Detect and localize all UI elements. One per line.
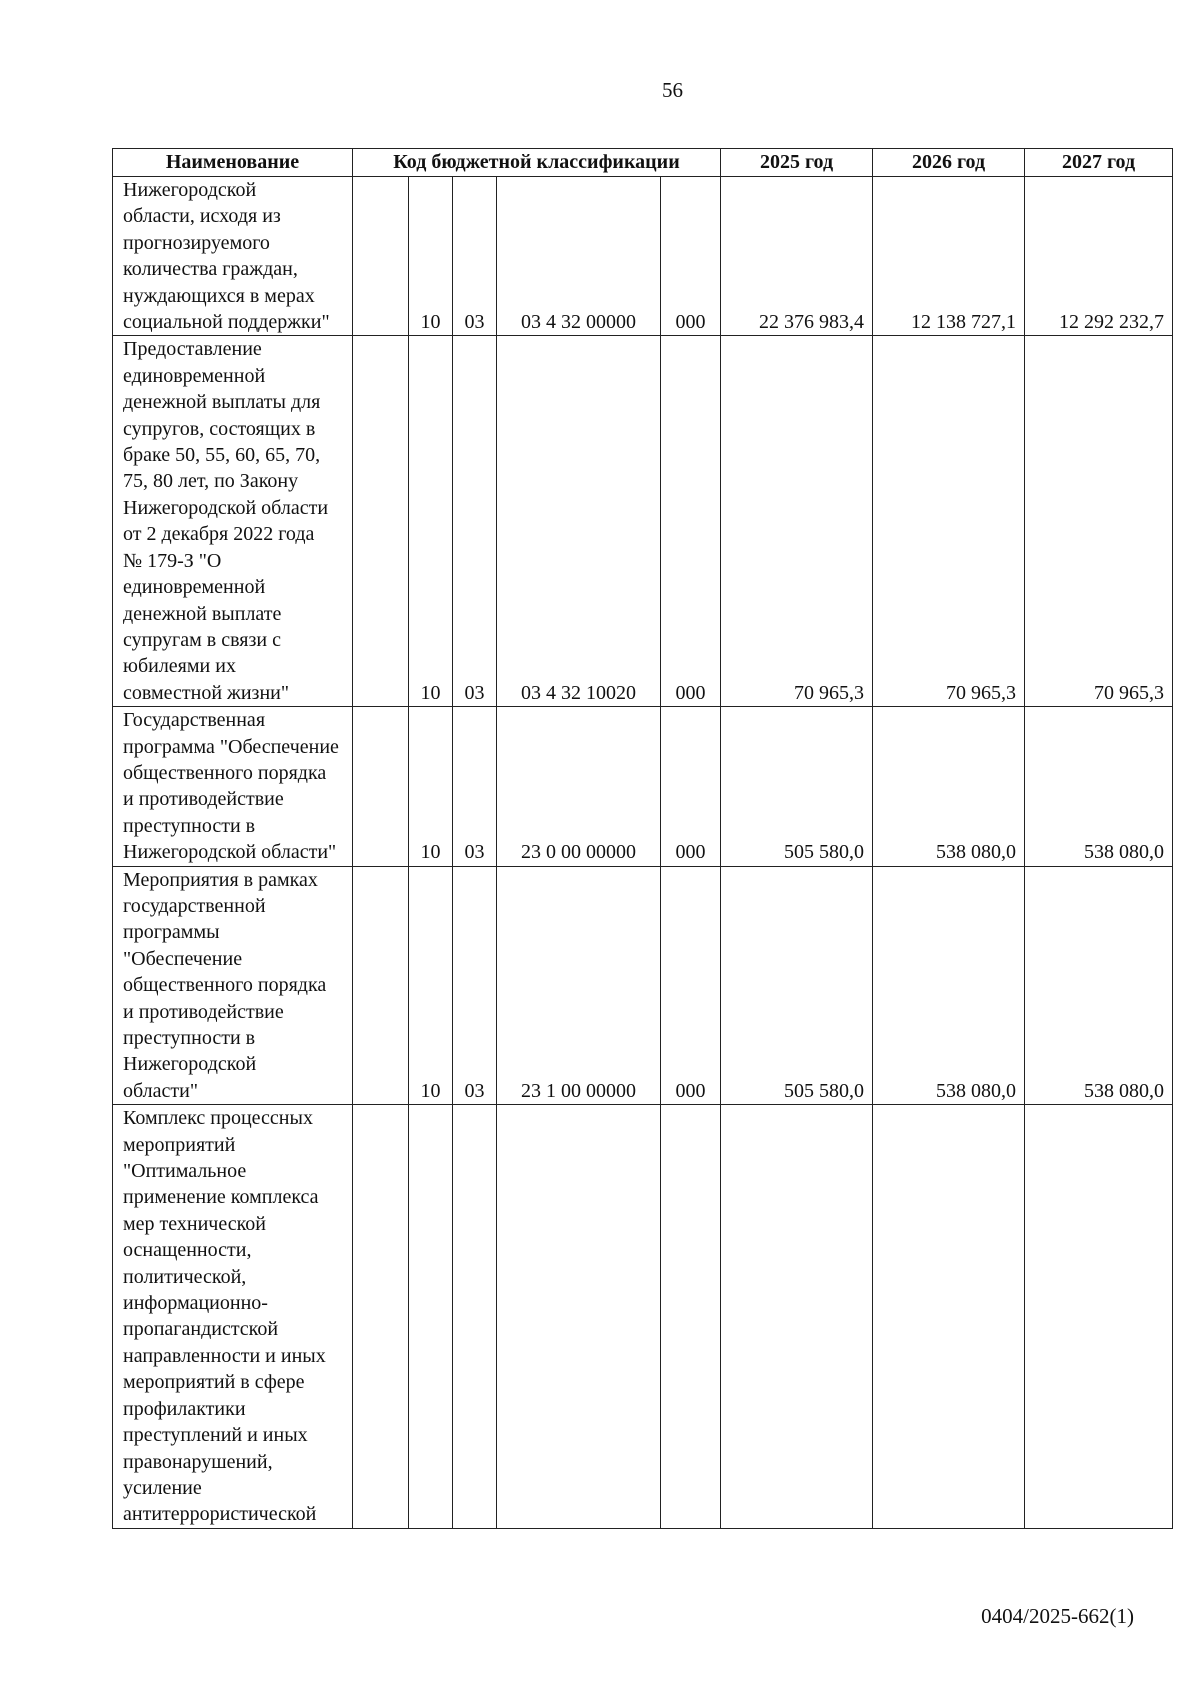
header-2027: 2027 год [1025, 149, 1173, 177]
code-subsection: 03 [453, 336, 497, 707]
row-name-line: мер технической [123, 1212, 267, 1235]
row-name [113, 1105, 353, 1529]
header-2026: 2026 год [873, 149, 1025, 177]
row-name-line: денежной выплаты для [123, 391, 321, 414]
code-target-article: 23 1 00 00000 [497, 866, 661, 1105]
row-name-line: юбилеями их [123, 655, 236, 678]
code-part-1 [353, 1105, 409, 1529]
row-name-line: мероприятий [123, 1133, 236, 1156]
row-name-line: правонарушений, [123, 1450, 273, 1473]
row-name-line: информационно- [123, 1292, 268, 1315]
row-name-line: супругам в связи с [123, 628, 281, 651]
row-name-line: "Оптимальное [123, 1160, 247, 1183]
code-section [409, 1105, 453, 1529]
row-name-line: и противодействие [123, 1000, 284, 1023]
table-row [113, 1105, 1173, 1529]
row-name [113, 177, 353, 336]
table-header-row [113, 149, 1173, 177]
row-name [113, 336, 353, 707]
header-budget-code: Код бюджетной классификации [353, 149, 721, 177]
amount-2026: 12 138 727,1 [873, 177, 1025, 336]
row-name-line: преступлений и иных [123, 1424, 308, 1447]
row-name-line: области, исходя из [123, 205, 281, 228]
row-name-line: профилактики [123, 1397, 246, 1420]
row-name-line: Мероприятия в рамках [123, 868, 318, 891]
code-part-1 [353, 707, 409, 866]
code-section: 10 [409, 707, 453, 866]
row-name-line: мероприятий в сфере [123, 1371, 305, 1394]
amount-2025: 22 376 983,4 [721, 177, 873, 336]
row-name-line: супругов, состоящих в [123, 417, 316, 440]
code-subsection: 03 [453, 866, 497, 1105]
amount-2027: 538 080,0 [1025, 866, 1173, 1105]
code-section: 10 [409, 866, 453, 1105]
row-name-line: политической, [123, 1265, 247, 1288]
row-name-line: 75, 80 лет, по Закону [123, 470, 299, 493]
amount-2027: 12 292 232,7 [1025, 177, 1173, 336]
header-2025: 2025 год [721, 149, 873, 177]
code-target-article: 03 4 32 10020 [497, 336, 661, 707]
row-name-line: прогнозируемого [123, 231, 270, 254]
row-name-line: количества граждан, [123, 258, 298, 281]
row-name-line: совместной жизни" [123, 681, 290, 704]
row-name-line: браке 50, 55, 60, 65, 70, [123, 444, 321, 467]
header-name: Наименование [113, 149, 353, 177]
row-name-line: применение комплекса [123, 1186, 319, 1209]
row-name-line: направленности и иных [123, 1344, 326, 1367]
row-name-line: оснащенности, [123, 1239, 252, 1262]
row-name [113, 707, 353, 866]
row-name-line: антитеррористической [123, 1503, 317, 1526]
amount-2025: 505 580,0 [721, 866, 873, 1105]
amount-2025 [721, 1105, 873, 1529]
row-name-line: нуждающихся в мерах [123, 284, 315, 307]
row-name-line: Нижегородской области" [123, 841, 337, 864]
code-target-article: 03 4 32 00000 [497, 177, 661, 336]
row-name-line: "Обеспечение [123, 947, 243, 970]
amount-2027: 538 080,0 [1025, 707, 1173, 866]
code-section: 10 [409, 336, 453, 707]
amount-2026: 70 965,3 [873, 336, 1025, 707]
row-name-line: программы [123, 921, 220, 944]
row-name-line: Нижегородской области [123, 496, 329, 519]
code-section: 10 [409, 177, 453, 336]
row-name-line: от 2 декабря 2022 года [123, 523, 315, 546]
amount-2025: 70 965,3 [721, 336, 873, 707]
row-name-line: и противодействие [123, 788, 284, 811]
table-row [113, 177, 1173, 336]
code-expense-type: 000 [661, 866, 721, 1105]
amount-2026: 538 080,0 [873, 866, 1025, 1105]
amount-2025: 505 580,0 [721, 707, 873, 866]
code-expense-type: 000 [661, 336, 721, 707]
row-name-line: Государственная [123, 709, 266, 732]
document-code: 0404/2025-662(1) [981, 1604, 1134, 1628]
row-name-line: общественного порядка [123, 974, 327, 997]
row-name-line: единовременной [123, 576, 266, 599]
code-subsection: 03 [453, 177, 497, 336]
row-name-line: Нижегородской [123, 1053, 257, 1076]
row-name-line: социальной поддержки" [123, 311, 330, 334]
row-name-line: № 179-З "О [123, 549, 222, 572]
row-name-line: усиление [123, 1476, 202, 1499]
amount-2026: 538 080,0 [873, 707, 1025, 866]
code-expense-type: 000 [661, 177, 721, 336]
amount-2026 [873, 1105, 1025, 1529]
amount-2027 [1025, 1105, 1173, 1529]
code-target-article: 23 0 00 00000 [497, 707, 661, 866]
code-subsection: 03 [453, 707, 497, 866]
row-name-line: области" [123, 1079, 199, 1102]
code-part-1 [353, 177, 409, 336]
row-name-line: денежной выплате [123, 602, 282, 625]
table-row [113, 866, 1173, 1105]
row-name-line: государственной [123, 894, 266, 917]
row-name [113, 866, 353, 1105]
code-target-article [497, 1105, 661, 1529]
code-expense-type: 000 [661, 707, 721, 866]
code-subsection [453, 1105, 497, 1529]
row-name-line: программа "Обеспечение [123, 735, 339, 758]
row-name-line: Предоставление [123, 338, 262, 361]
row-name-line: преступности в [123, 1027, 256, 1049]
page-number: 56 [662, 78, 683, 102]
code-expense-type [661, 1105, 721, 1529]
row-name-line: единовременной [123, 364, 266, 387]
table-row [113, 336, 1173, 707]
budget-table [112, 148, 1173, 1529]
row-name-line: общественного порядка [123, 761, 327, 784]
code-part-1 [353, 866, 409, 1105]
table-row [113, 707, 1173, 866]
code-part-1 [353, 336, 409, 707]
row-name-line: Комплекс процессных [123, 1107, 313, 1130]
row-name-line: пропагандистской [123, 1318, 279, 1341]
row-name-line: Нижегородской [123, 179, 257, 201]
row-name-line: преступности в [123, 814, 256, 837]
amount-2027: 70 965,3 [1025, 336, 1173, 707]
